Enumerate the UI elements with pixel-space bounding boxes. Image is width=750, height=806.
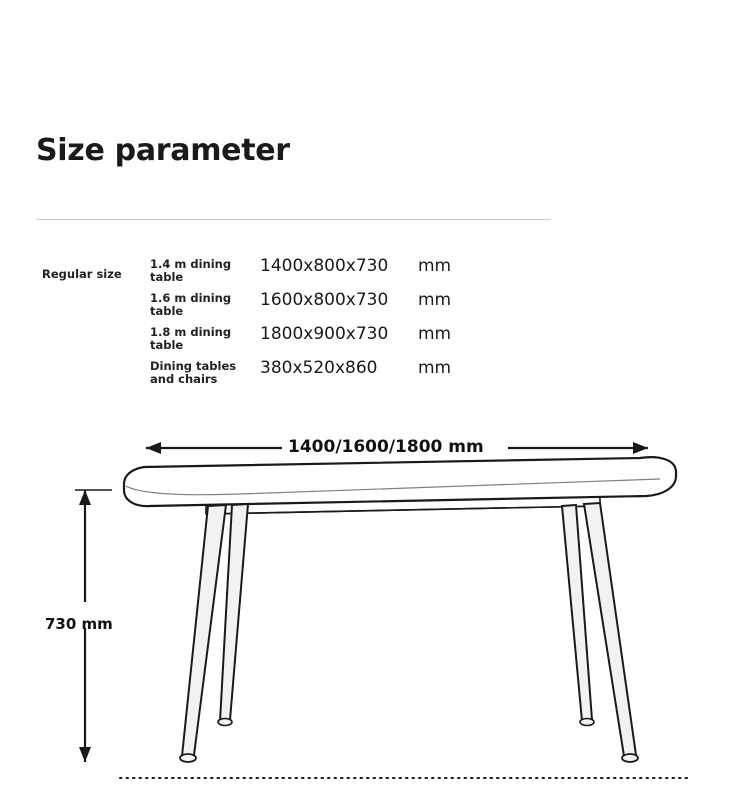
spec-dimensions: 380x520x860 [260,358,378,378]
spec-name: 1.6 m dining table [150,291,232,318]
table-legs [180,503,638,762]
dining-table-diagram [0,410,750,806]
spec-table [150,258,530,394]
spec-unit: mm [418,256,452,276]
page-title: Size parameter [36,133,290,168]
title-divider [36,219,551,220]
table-top [124,457,676,506]
table-row [150,360,530,394]
spec-group-label: Regular size [42,267,122,281]
spec-name: Dining tables and chairs [150,359,237,386]
spec-unit: mm [418,290,452,310]
table-row [150,258,530,292]
height-dimension-label: 730 mm [45,615,113,633]
spec-dimensions: 1800x900x730 [260,324,389,344]
spec-unit: mm [418,358,452,378]
table-row [150,292,530,326]
spec-dimensions: 1600x800x730 [260,290,389,310]
spec-name: 1.8 m dining table [150,325,232,352]
spec-dimensions: 1400x800x730 [260,256,389,276]
spec-name: 1.4 m dining table [150,257,232,284]
width-dimension-label: 1400/1600/1800 mm [288,437,484,457]
table-row [150,326,530,360]
spec-unit: mm [418,324,452,344]
